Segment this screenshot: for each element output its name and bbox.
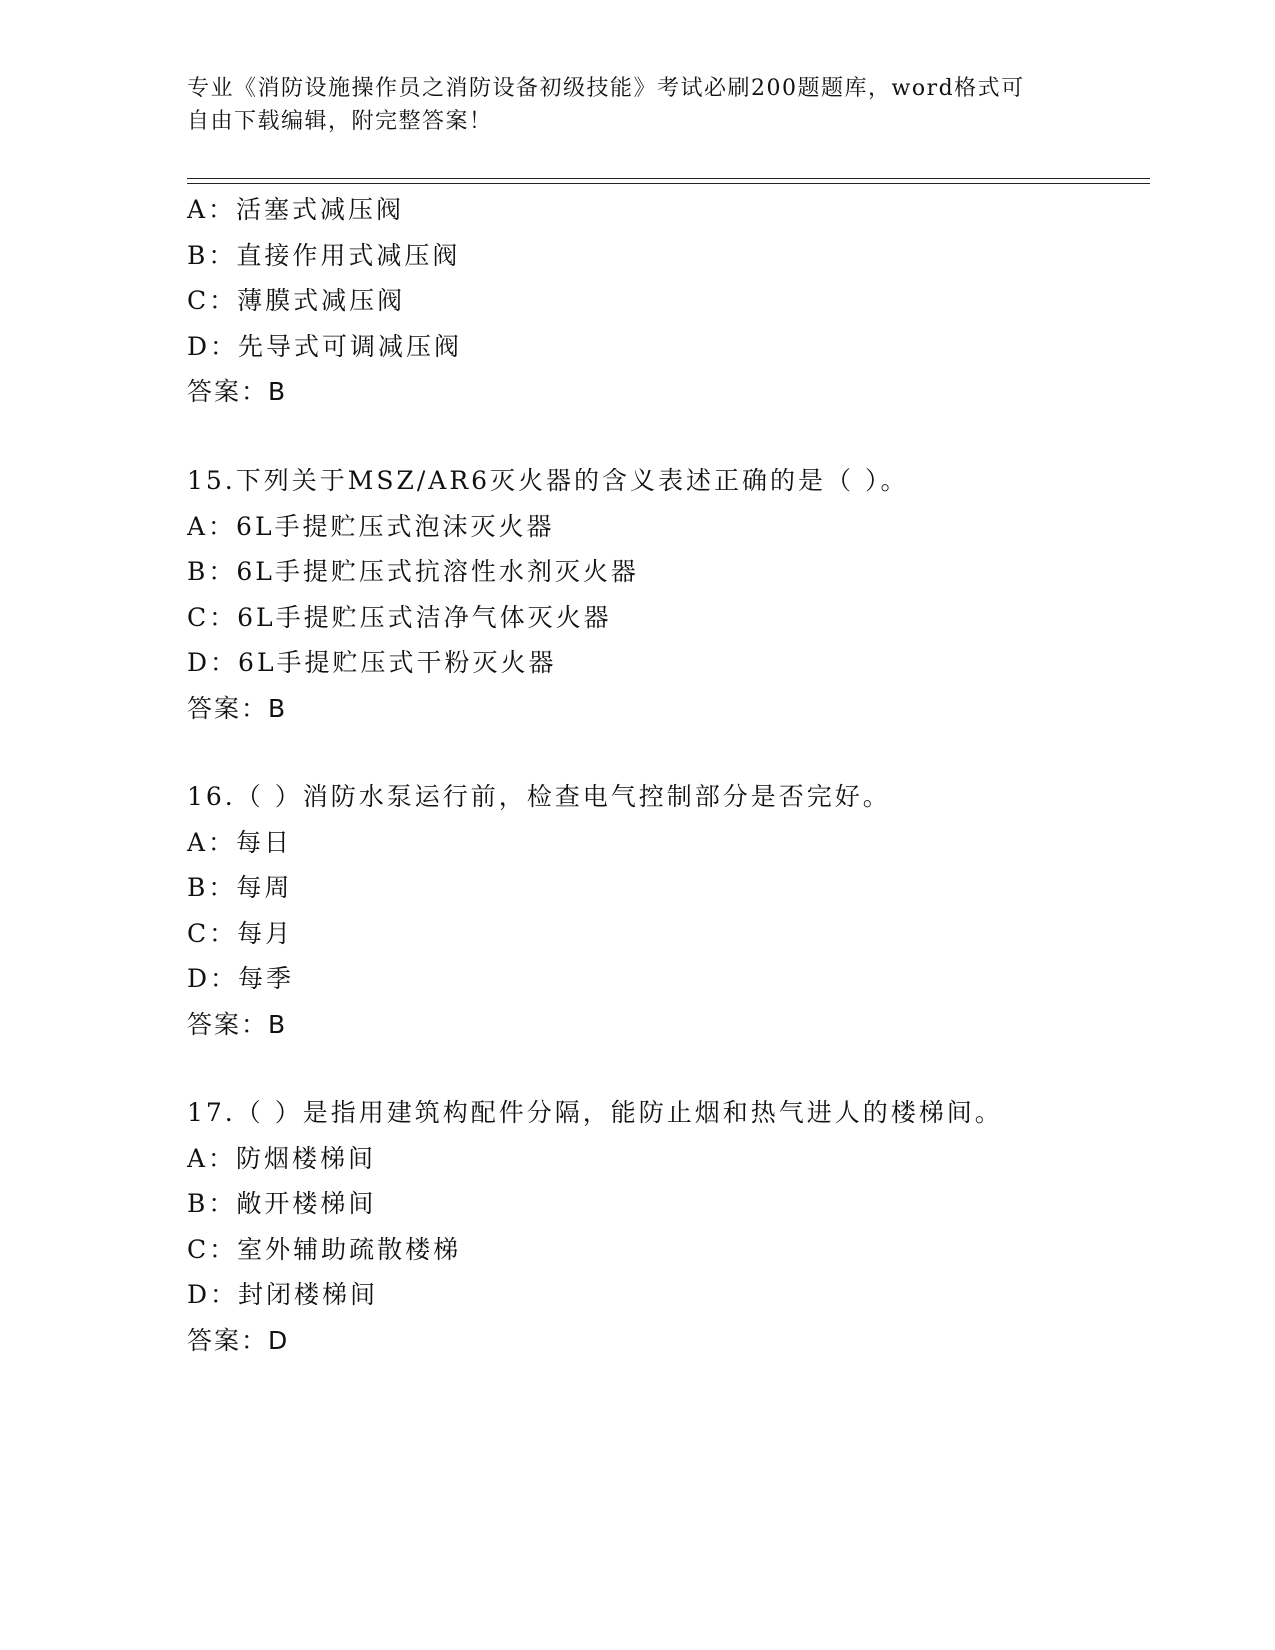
question-stem: 16.（ ）消防水泵运行前，检查电气控制部分是否完好。 [187, 782, 891, 811]
option-c: C：6L手提贮压式洁净气体灭火器 [187, 602, 612, 632]
option-b: B：敞开楼梯间 [187, 1189, 377, 1219]
option-d: D：6L手提贮压式干粉灭火器 [187, 648, 557, 678]
question-block-14 [187, 187, 1147, 415]
option-c: C：室外辅助疏散楼梯 [187, 1234, 462, 1264]
option-b: B：直接作用式减压阀 [187, 240, 461, 270]
option-a: A：防烟楼梯间 [187, 1143, 377, 1173]
option-c: C：薄膜式减压阀 [187, 286, 406, 316]
answer-line: 答案：B [187, 377, 288, 407]
question-block-15 [187, 458, 1147, 732]
option-d: D：每季 [187, 964, 295, 994]
header-divider-bottom [187, 183, 1150, 184]
option-c: C：每月 [187, 918, 294, 948]
answer-line: 答案：D [187, 1325, 290, 1355]
option-a: A：6L手提贮压式泡沫灭火器 [187, 511, 555, 541]
answer-line: 答案：B [187, 693, 288, 723]
question-stem: 15.下列关于MSZ/AR6灭火器的含义表述正确的是（ ）。 [187, 466, 909, 495]
option-d: D：封闭楼梯间 [187, 1280, 379, 1310]
header-line-2: 自由下载编辑，附完整答案！ [187, 109, 493, 134]
option-d: D：先导式可调减压阀 [187, 331, 463, 361]
option-b: B：每周 [187, 873, 293, 903]
option-a: A：每日 [187, 827, 293, 857]
answer-line: 答案：B [187, 1009, 288, 1039]
document-header [187, 72, 1067, 138]
header-line-1: 专业《消防设施操作员之消防设备初级技能》考试必刷200题题库，word格式可 [187, 76, 1025, 101]
question-stem: 17.（ ）是指用建筑构配件分隔，能防止烟和热气进人的楼梯间。 [187, 1098, 1003, 1127]
option-a: A：活塞式减压阀 [187, 195, 405, 224]
header-divider-top [187, 178, 1150, 179]
question-block-17 [187, 1090, 1147, 1364]
option-b: B：6L手提贮压式抗溶性水剂灭火器 [187, 557, 639, 587]
question-block-16 [187, 774, 1147, 1048]
